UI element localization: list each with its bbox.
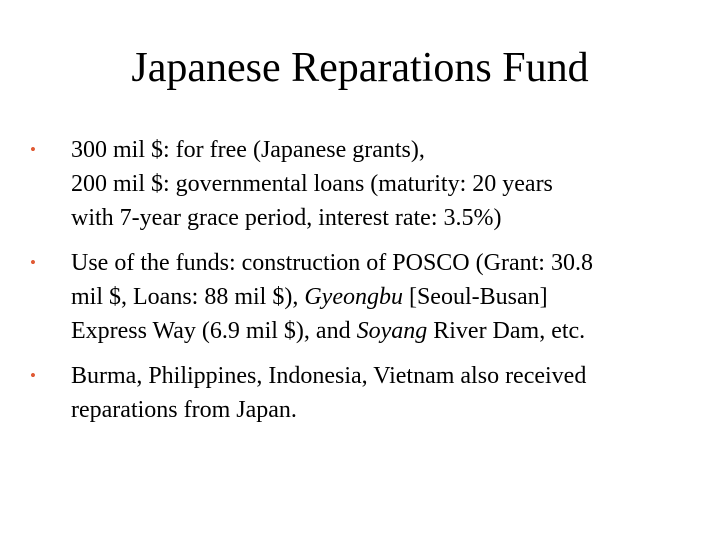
bullet-line: with 7-year grace period, interest rate: 3.5%)	[71, 205, 502, 231]
bullet-item-other-countries	[30, 359, 700, 427]
slide-title: Japanese Reparations Fund	[131, 45, 589, 91]
bullet-dot-icon: •	[30, 253, 36, 272]
bullet-text: Express Way (6.9 mil $), and	[71, 318, 357, 344]
bullet-text: [Seoul-Busan]	[402, 284, 548, 310]
italic-term-soyang: Soyang	[356, 318, 428, 344]
bullet-line	[71, 280, 700, 314]
bullet-line: Use of the funds: construction of POSCO (Grant: 30.8	[71, 250, 593, 276]
bullet-dot-icon: •	[30, 366, 36, 385]
bullet-line: Burma, Philippines, Indonesia, Vietnam also received	[71, 363, 587, 389]
bullet-item-grants-loans	[30, 133, 700, 235]
italic-term-gyeongbu: Gyeongbu	[304, 284, 403, 310]
bullet-line: reparations from Japan.	[71, 397, 297, 423]
bullet-list	[30, 133, 700, 438]
bullet-line: 200 mil $: governmental loans (maturity: 20 years	[71, 171, 553, 197]
bullet-item-use-of-funds	[30, 246, 700, 348]
bullet-line: 300 mil $: for free (Japanese grants),	[71, 137, 425, 163]
bullet-line	[71, 314, 700, 348]
bullet-text: mil $, Loans: 88 mil $),	[71, 284, 305, 310]
bullet-text: River Dam, etc.	[427, 318, 586, 344]
bullet-dot-icon: •	[30, 140, 36, 159]
